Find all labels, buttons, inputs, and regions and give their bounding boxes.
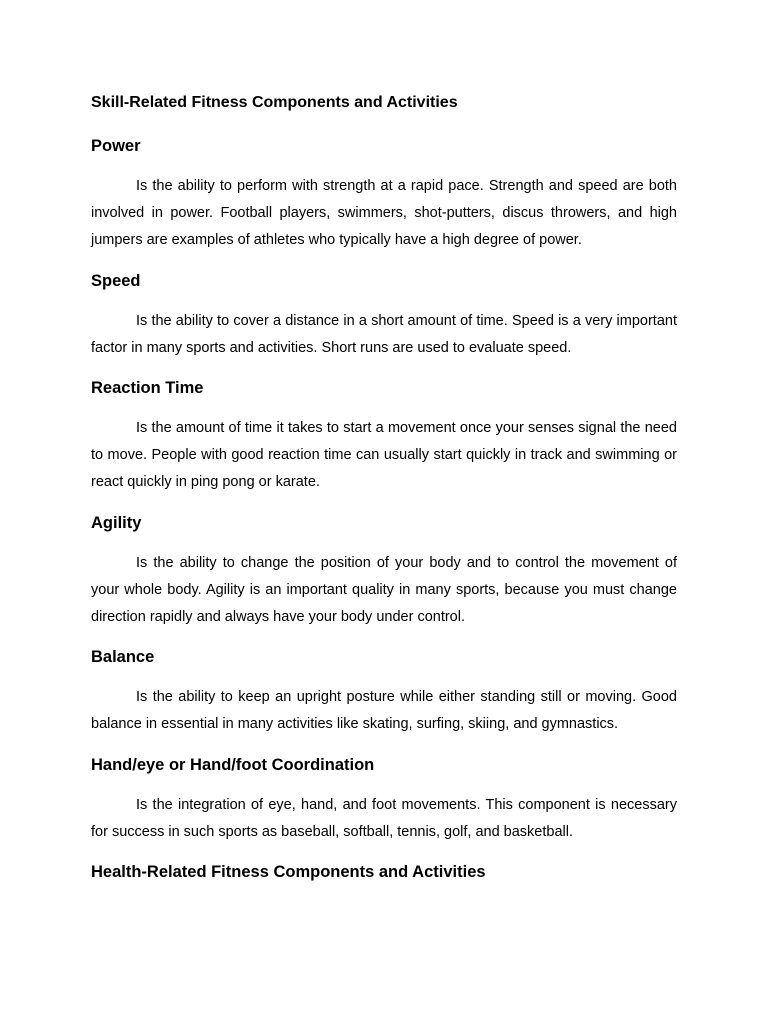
section-coordination	[91, 754, 677, 846]
section-speed	[91, 270, 677, 362]
section-body: Is the integration of eye, hand, and foot movements. This component is necessary for success in such sports as baseball, softball, tennis, golf, and basketball.	[91, 796, 677, 840]
section-heading: Power	[91, 137, 141, 155]
section-heading: Agility	[91, 513, 142, 532]
section-body: Is the amount of time it takes to start a movement once your senses signal the need to move. People with good reaction time can usually start quickly in track and swimming or react quickly in ping pong or karate.	[91, 420, 677, 491]
section-agility	[91, 512, 677, 632]
section-body: Is the ability to perform with strength at a rapid pace. Strength and speed are both involved in power. Football players, swimmers, shot-putters, discus throwers, and high jumpers are examples of athletes who typically have a high degree of power.	[91, 178, 677, 249]
next-section-title: Health-Related Fitness Components and Activities	[91, 863, 486, 882]
document-title: Skill-Related Fitness Components and Activities	[91, 94, 458, 111]
section-body: Is the ability to change the position of your body and to control the movement of your whole body. Agility is an important quality in many sports, because you must change direction rapidly and always have your body under control.	[91, 554, 677, 626]
section-power	[91, 135, 677, 255]
section-body: Is the ability to keep an upright posture while either standing still or moving. Good balance in essential in many activities like skating, surfing, skiing, and gymnastics.	[91, 689, 677, 733]
section-balance	[91, 646, 677, 738]
section-heading: Hand/eye or Hand/foot Coordination	[91, 755, 375, 774]
section-heading: Reaction Time	[91, 379, 204, 398]
section-heading: Balance	[91, 648, 155, 667]
section-reaction-time	[91, 377, 677, 497]
section-body: Is the ability to cover a distance in a short amount of time. Speed is a very important factor in many sports and activities. Short runs are used to evaluate speed.	[91, 312, 677, 356]
section-heading: Speed	[91, 271, 141, 290]
